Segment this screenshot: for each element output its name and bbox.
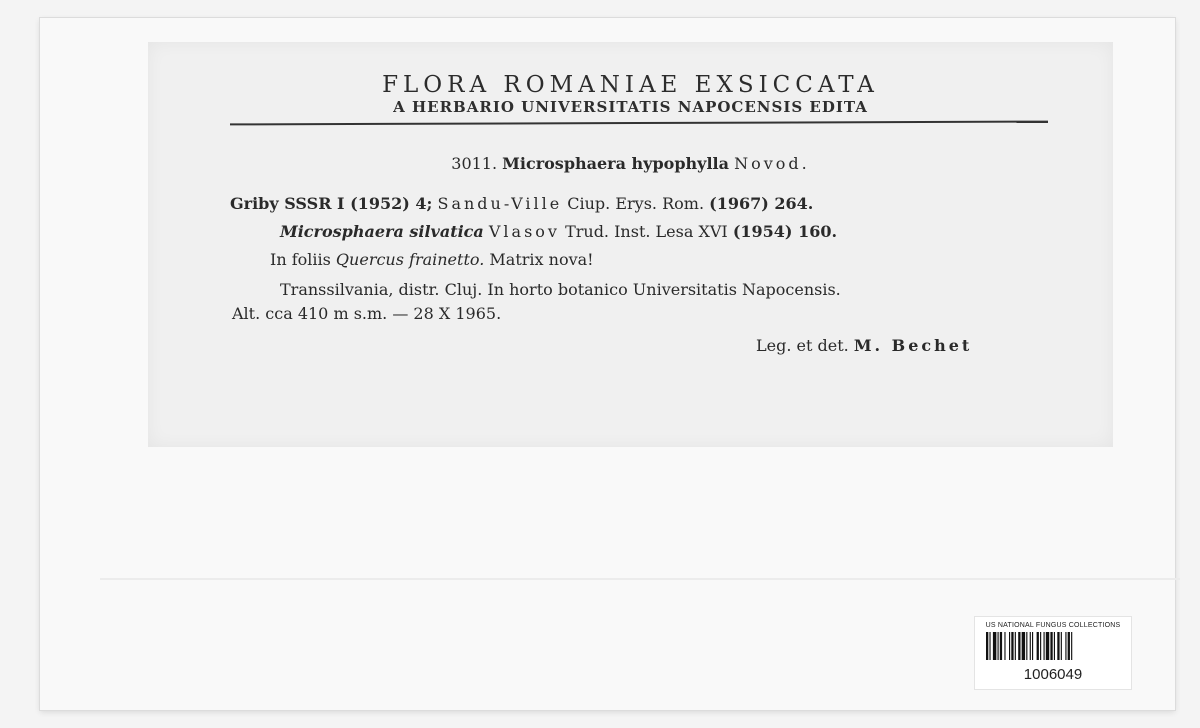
label-title: FLORA ROMANIAE EXSICCATA [382, 72, 879, 98]
reference-year-page: (1967) 264. [709, 194, 814, 213]
collector-line [756, 336, 972, 355]
synonym-name: Microsphaera silvatica [280, 222, 484, 241]
host-note: Matrix nova! [489, 250, 594, 269]
synonym-author: Vlasov [488, 222, 560, 241]
barcode-icon [986, 632, 1120, 660]
reference-author: Sandu-Ville [437, 194, 563, 213]
reference-rest: Ciup. Erys. Rom. [567, 194, 705, 213]
species-author: Novod. [734, 154, 810, 173]
barcode-caption: US NATIONAL FUNGUS COLLECTIONS [985, 622, 1121, 629]
host-prefix: In foliis [270, 250, 331, 269]
host-line [270, 250, 594, 269]
collector-prefix: Leg. et det. [756, 336, 849, 355]
synonym-rest: Trud. Inst. Lesa XVI [565, 222, 728, 241]
synonym-year-page: (1954) 160. [732, 222, 838, 241]
species-name: Microsphaera hypophylla [502, 154, 729, 173]
reference-source: Griby SSSR I (1952) 4; [230, 194, 433, 213]
reference-line [230, 194, 813, 213]
locality-line: Transsilvania, distr. Cluj. In horto botanico Universitatis Napocensis. [280, 280, 841, 299]
exsiccata-number: 3011. [451, 154, 498, 173]
label-subtitle: A HERBARIO UNIVERSITATIS NAPOCENSIS EDITA [393, 98, 868, 116]
barcode-label [975, 617, 1131, 689]
barcode-number: 1006049 [1023, 666, 1083, 683]
title-rule [230, 121, 1048, 126]
species-heading [148, 154, 1113, 173]
collector-name: M. Bechet [853, 336, 973, 355]
altitude-date-line: Alt. cca 410 m s.m. — 28 X 1965. [232, 304, 502, 323]
synonym-line [280, 222, 837, 241]
host-plant: Quercus frainetto. [335, 250, 485, 269]
specimen-label [148, 42, 1113, 447]
sheet-fold-line [100, 578, 1180, 580]
